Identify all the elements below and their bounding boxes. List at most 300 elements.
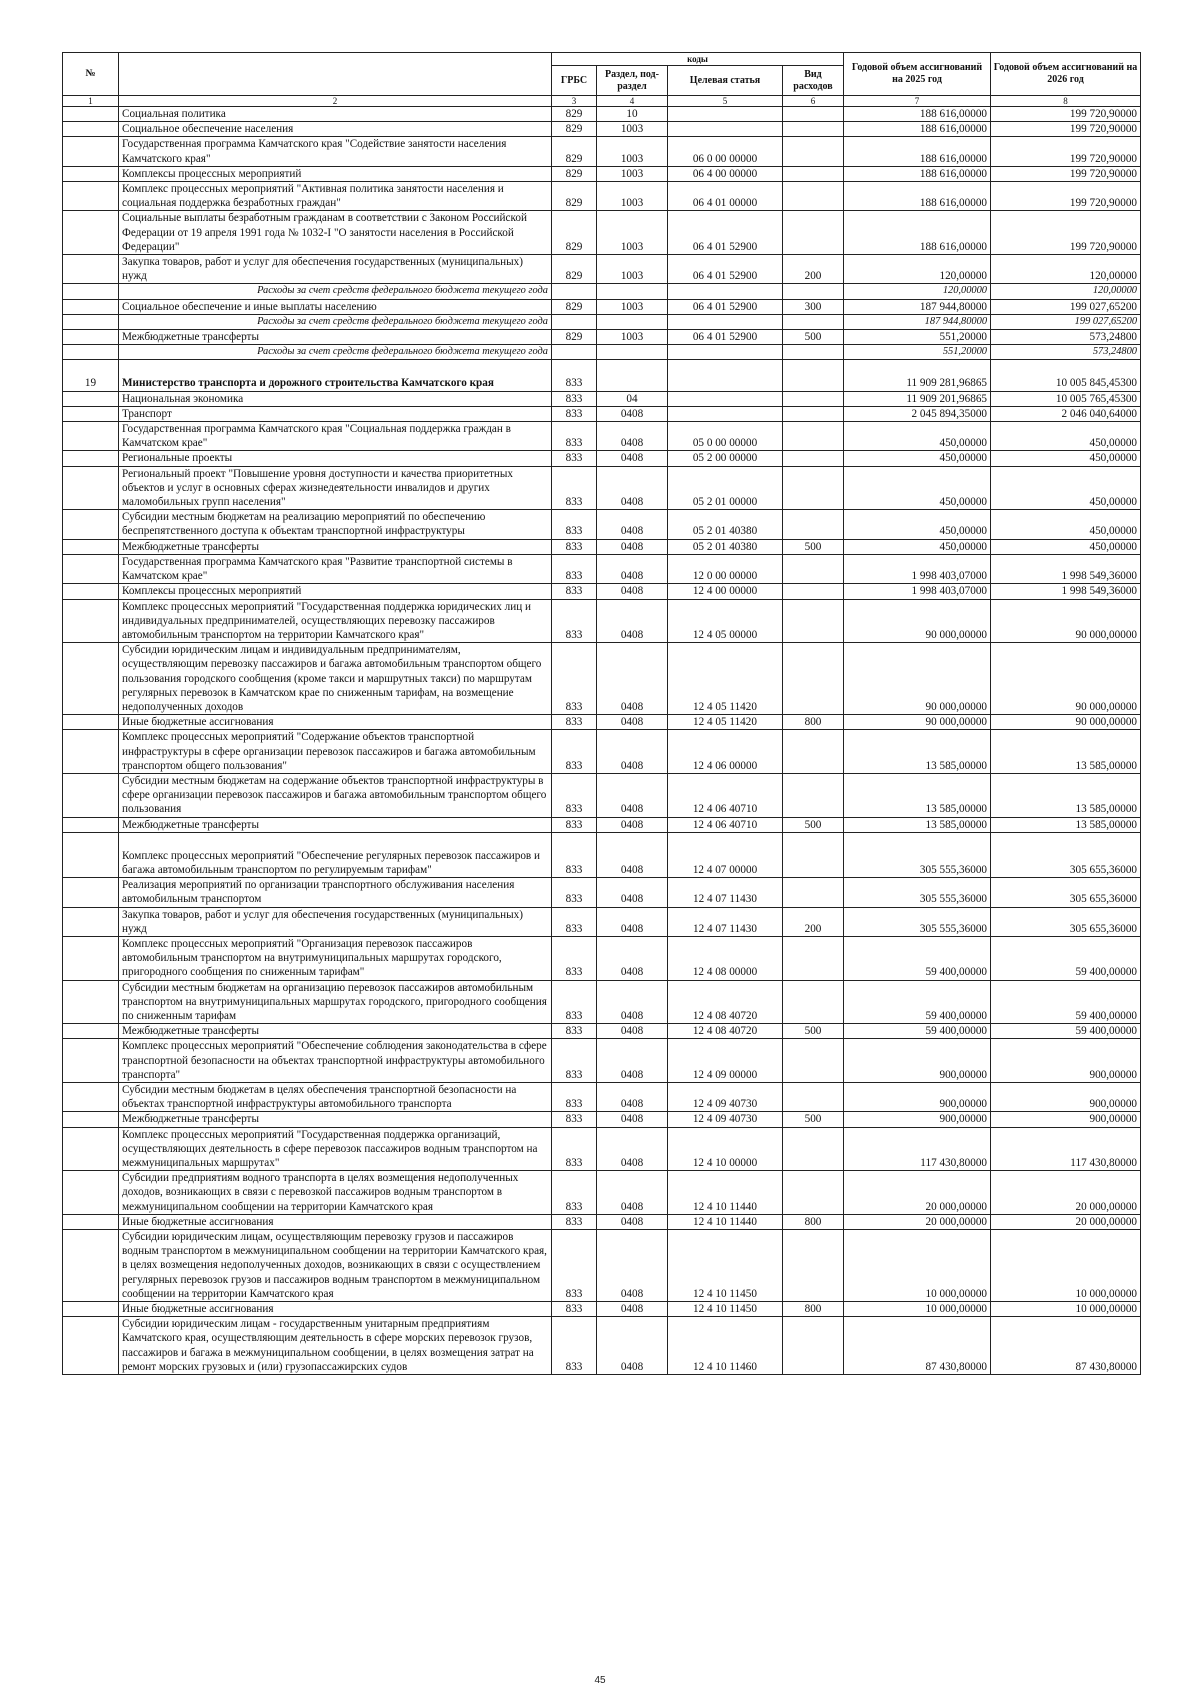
row-target-cell <box>668 107 783 122</box>
row-exp-type-cell <box>783 936 844 980</box>
row-vol-2026-cell: 199 720,90000 <box>991 137 1141 166</box>
row-number-cell <box>63 391 119 406</box>
table-row <box>63 1039 1141 1083</box>
row-exp-type-cell <box>783 451 844 466</box>
row-vol-2026-cell: 120,00000 <box>991 284 1141 299</box>
row-name-cell: Субсидии местным бюджетам на организацию перевозок пассажиров автомобильным транспортом на внутримуниципальных маршрутах городского, пригородного сообщения по сниженным тарифам <box>119 980 552 1024</box>
row-number-cell <box>63 466 119 510</box>
row-grbs-cell: 833 <box>552 406 597 421</box>
row-vol-2025-cell: 900,00000 <box>844 1112 991 1127</box>
row-number-cell <box>63 211 119 255</box>
header-colnum: 3 <box>552 96 597 107</box>
row-name-cell: Субсидии местным бюджетам на содержание объектов транспортной инфраструктуры в сфере организации перевозок пассажиров и багажа автомобильным транспортом общего пользования <box>119 773 552 817</box>
row-vol-2026-cell: 90 000,00000 <box>991 599 1141 643</box>
row-section-cell: 0408 <box>597 1230 668 1302</box>
row-section-cell <box>597 360 668 391</box>
row-number-cell <box>63 980 119 1024</box>
row-number-cell <box>63 1317 119 1375</box>
row-grbs-cell: 833 <box>552 451 597 466</box>
row-section-cell: 0408 <box>597 907 668 936</box>
row-vol-2026-cell: 2 046 040,64000 <box>991 406 1141 421</box>
row-number-cell <box>63 345 119 360</box>
table-row <box>63 599 1141 643</box>
row-section-cell: 0408 <box>597 643 668 715</box>
row-section-cell: 0408 <box>597 773 668 817</box>
row-section-cell: 0408 <box>597 730 668 774</box>
row-target-cell: 06 4 01 00000 <box>668 182 783 211</box>
row-target-cell: 12 4 07 11430 <box>668 907 783 936</box>
row-target-cell: 05 0 00 00000 <box>668 422 783 451</box>
row-vol-2026-cell: 900,00000 <box>991 1083 1141 1112</box>
row-vol-2026-cell: 59 400,00000 <box>991 936 1141 980</box>
row-number-cell <box>63 299 119 314</box>
table-row <box>63 730 1141 774</box>
table-row <box>63 980 1141 1024</box>
row-name-cell: Расходы за счет средств федерального бюджета текущего года <box>119 345 552 360</box>
header-name <box>119 53 552 96</box>
row-number-cell <box>63 1171 119 1215</box>
row-grbs-cell: 833 <box>552 643 597 715</box>
row-vol-2025-cell: 551,20000 <box>844 345 991 360</box>
row-grbs-cell: 833 <box>552 832 597 877</box>
row-name-cell: Иные бюджетные ассигнования <box>119 1302 552 1317</box>
row-vol-2025-cell: 305 555,36000 <box>844 907 991 936</box>
row-number-cell <box>63 314 119 329</box>
row-target-cell: 12 4 00 00000 <box>668 584 783 599</box>
table-row <box>63 715 1141 730</box>
row-section-cell: 1003 <box>597 255 668 284</box>
row-section-cell: 0408 <box>597 1112 668 1127</box>
row-grbs-cell: 829 <box>552 166 597 181</box>
row-vol-2025-cell: 59 400,00000 <box>844 980 991 1024</box>
row-name-cell: Региональные проекты <box>119 451 552 466</box>
row-name-cell: Закупка товаров, работ и услуг для обеспечения государственных (муниципальных) нужд <box>119 907 552 936</box>
row-number-cell <box>63 510 119 539</box>
row-target-cell <box>668 391 783 406</box>
row-name-cell: Комплекс процессных мероприятий "Обеспечение регулярных перевозок пассажиров и багажа автомобильным транспортом по регулируемым тарифам" <box>119 832 552 877</box>
row-exp-type-cell <box>783 1127 844 1171</box>
row-number-cell <box>63 451 119 466</box>
row-number-cell <box>63 773 119 817</box>
row-vol-2025-cell: 10 000,00000 <box>844 1302 991 1317</box>
row-grbs-cell: 833 <box>552 817 597 832</box>
row-vol-2025-cell: 305 555,36000 <box>844 878 991 907</box>
row-vol-2025-cell: 187 944,80000 <box>844 314 991 329</box>
row-vol-2025-cell: 188 616,00000 <box>844 122 991 137</box>
row-number-cell <box>63 643 119 715</box>
row-vol-2026-cell: 450,00000 <box>991 422 1141 451</box>
row-number-cell <box>63 554 119 583</box>
row-name-cell: Социальные выплаты безработным гражданам в соответствии с Законом Российской Федерации от 19 апреля 1991 года № 1032-I "О занятости населения в Российской Федерации" <box>119 211 552 255</box>
header-colnum: 4 <box>597 96 668 107</box>
row-name-cell: Комплекс процессных мероприятий "Содержание объектов транспортной инфраструктуры в сфере организации перевозок пассажиров и багажа автомобильным транспортом общего пользования" <box>119 730 552 774</box>
row-grbs-cell: 833 <box>552 1302 597 1317</box>
row-name-cell: Министерство транспорта и дорожного строительства Камчатского края <box>119 360 552 391</box>
row-vol-2026-cell: 199 027,65200 <box>991 314 1141 329</box>
row-vol-2026-cell: 10 005 765,45300 <box>991 391 1141 406</box>
row-vol-2025-cell: 450,00000 <box>844 539 991 554</box>
table-row-note <box>63 314 1141 329</box>
row-vol-2025-cell: 450,00000 <box>844 466 991 510</box>
row-section-cell: 0408 <box>597 832 668 877</box>
row-target-cell: 05 2 01 40380 <box>668 539 783 554</box>
row-section-cell: 0408 <box>597 1083 668 1112</box>
row-vol-2026-cell: 199 720,90000 <box>991 166 1141 181</box>
row-vol-2025-cell: 188 616,00000 <box>844 107 991 122</box>
row-vol-2026-cell: 10 000,00000 <box>991 1230 1141 1302</box>
row-vol-2025-cell: 120,00000 <box>844 284 991 299</box>
row-exp-type-cell <box>783 773 844 817</box>
row-exp-type-cell: 500 <box>783 539 844 554</box>
row-number-cell <box>63 1214 119 1229</box>
row-section-cell: 0408 <box>597 1214 668 1229</box>
table-row <box>63 137 1141 166</box>
row-target-cell: 12 4 06 00000 <box>668 730 783 774</box>
row-exp-type-cell: 800 <box>783 1302 844 1317</box>
table-row <box>63 1024 1141 1039</box>
table-row <box>63 936 1141 980</box>
row-grbs-cell: 829 <box>552 182 597 211</box>
row-name-cell: Межбюджетные трансферты <box>119 330 552 345</box>
row-name-cell: Субсидии юридическим лицам, осуществляющим перевозку грузов и пассажиров водным транспортом в межмуниципальном сообщении на территории Камчатского края, в целях возмещения недополученных доходов, возникающих в связи с осуществлением регулярных перевозок грузов и пассажиров водным транспортом в межмуниципальном сообщении на территории Камчатского края <box>119 1230 552 1302</box>
row-vol-2025-cell: 90 000,00000 <box>844 715 991 730</box>
row-target-cell: 12 4 05 11420 <box>668 715 783 730</box>
row-section-cell: 0408 <box>597 554 668 583</box>
row-section-cell: 0408 <box>597 715 668 730</box>
table-header <box>63 53 1141 107</box>
row-target-cell: 12 4 06 40710 <box>668 817 783 832</box>
row-grbs-cell <box>552 314 597 329</box>
row-exp-type-cell <box>783 422 844 451</box>
row-name-cell: Межбюджетные трансферты <box>119 539 552 554</box>
header-grbs: ГРБС <box>552 66 597 96</box>
row-target-cell: 05 2 01 40380 <box>668 510 783 539</box>
table-row <box>63 211 1141 255</box>
table-row <box>63 422 1141 451</box>
row-number-cell <box>63 137 119 166</box>
row-name-cell: Субсидии юридическим лицам - государственным унитарным предприятиям Камчатского края, осуществляющим деятельность в сфере морских перевозок грузов, пассажиров и багажа в межмуниципальном сообщении, в целях возмещения затрат на ремонт морских грузовых и (или) грузопассажирских судов <box>119 1317 552 1375</box>
row-target-cell: 06 4 00 00000 <box>668 166 783 181</box>
row-vol-2025-cell: 188 616,00000 <box>844 166 991 181</box>
table-row <box>63 554 1141 583</box>
row-section-cell: 0408 <box>597 451 668 466</box>
row-target-cell: 12 4 10 00000 <box>668 1127 783 1171</box>
table-row <box>63 391 1141 406</box>
row-target-cell: 12 4 10 11450 <box>668 1230 783 1302</box>
row-grbs-cell: 833 <box>552 1171 597 1215</box>
header-num: № <box>63 53 119 96</box>
row-section-cell: 1003 <box>597 166 668 181</box>
row-number-cell <box>63 1083 119 1112</box>
header-colnum: 1 <box>63 96 119 107</box>
row-vol-2025-cell: 90 000,00000 <box>844 599 991 643</box>
row-grbs-cell: 833 <box>552 466 597 510</box>
table-row <box>63 643 1141 715</box>
row-vol-2026-cell: 199 720,90000 <box>991 211 1141 255</box>
row-grbs-cell: 829 <box>552 330 597 345</box>
row-number-cell <box>63 166 119 181</box>
row-number-cell <box>63 878 119 907</box>
row-vol-2025-cell: 2 045 894,35000 <box>844 406 991 421</box>
row-exp-type-cell: 800 <box>783 715 844 730</box>
row-target-cell: 12 4 05 11420 <box>668 643 783 715</box>
row-target-cell: 12 4 07 11430 <box>668 878 783 907</box>
row-target-cell: 12 4 08 00000 <box>668 936 783 980</box>
row-exp-type-cell: 500 <box>783 817 844 832</box>
row-name-cell: Комплекс процессных мероприятий "Организация перевозок пассажиров автомобильным транспортом на внутримуниципальных маршрутах городского, пригородного сообщения по сниженным тарифам" <box>119 936 552 980</box>
row-name-cell: Субсидии местным бюджетам в целях обеспечения транспортной безопасности на объектах транспортной инфраструктуры автомобильного транспорта <box>119 1083 552 1112</box>
row-name-cell: Межбюджетные трансферты <box>119 1112 552 1127</box>
table-row-note <box>63 284 1141 299</box>
row-name-cell: Субсидии предприятиям водного транспорта в целях возмещения недополученных доходов, возникающих в связи с перевозкой пассажиров водным транспортом в межмуниципальном сообщении на территории Камчатского края <box>119 1171 552 1215</box>
row-target-cell: 05 2 01 00000 <box>668 466 783 510</box>
row-target-cell <box>668 314 783 329</box>
header-exp-type: Вид расходов <box>783 66 844 96</box>
row-grbs-cell: 833 <box>552 1317 597 1375</box>
row-section-cell: 0408 <box>597 1127 668 1171</box>
row-target-cell: 06 4 01 52900 <box>668 211 783 255</box>
row-vol-2026-cell: 90 000,00000 <box>991 715 1141 730</box>
row-exp-type-cell <box>783 137 844 166</box>
row-vol-2025-cell: 188 616,00000 <box>844 182 991 211</box>
row-name-cell: Расходы за счет средств федерального бюджета текущего года <box>119 314 552 329</box>
row-name-cell: Закупка товаров, работ и услуг для обеспечения государственных (муниципальных) нужд <box>119 255 552 284</box>
row-grbs-cell: 833 <box>552 539 597 554</box>
row-section-cell: 0408 <box>597 422 668 451</box>
row-section-cell: 0408 <box>597 878 668 907</box>
row-section-cell: 0408 <box>597 1317 668 1375</box>
row-grbs-cell: 833 <box>552 1127 597 1171</box>
row-exp-type-cell: 500 <box>783 330 844 345</box>
row-vol-2026-cell: 13 585,00000 <box>991 817 1141 832</box>
row-vol-2026-cell: 305 655,36000 <box>991 907 1141 936</box>
row-number-cell <box>63 122 119 137</box>
row-exp-type-cell <box>783 584 844 599</box>
row-vol-2026-cell: 59 400,00000 <box>991 1024 1141 1039</box>
row-vol-2026-cell: 450,00000 <box>991 466 1141 510</box>
row-exp-type-cell <box>783 314 844 329</box>
row-section-cell: 0408 <box>597 510 668 539</box>
table-row <box>63 466 1141 510</box>
header-vol-2026: Годовой объем ассигнований на 2026 год <box>991 53 1141 96</box>
row-grbs-cell: 829 <box>552 255 597 284</box>
row-target-cell: 06 4 01 52900 <box>668 330 783 345</box>
row-grbs-cell: 833 <box>552 1083 597 1112</box>
row-target-cell: 12 4 09 40730 <box>668 1112 783 1127</box>
row-grbs-cell: 833 <box>552 1214 597 1229</box>
row-vol-2026-cell: 1 998 549,36000 <box>991 584 1141 599</box>
row-grbs-cell: 829 <box>552 211 597 255</box>
row-exp-type-cell <box>783 1230 844 1302</box>
table-row <box>63 878 1141 907</box>
row-name-cell: Национальная экономика <box>119 391 552 406</box>
row-name-cell: Социальное обеспечение населения <box>119 122 552 137</box>
row-exp-type-cell <box>783 1317 844 1375</box>
row-section-cell: 0408 <box>597 584 668 599</box>
row-exp-type-cell <box>783 122 844 137</box>
row-vol-2026-cell: 199 720,90000 <box>991 182 1141 211</box>
row-exp-type-cell <box>783 211 844 255</box>
row-exp-type-cell <box>783 599 844 643</box>
row-vol-2026-cell: 305 655,36000 <box>991 832 1141 877</box>
row-target-cell: 12 4 06 40710 <box>668 773 783 817</box>
row-target-cell: 12 4 09 40730 <box>668 1083 783 1112</box>
row-exp-type-cell <box>783 360 844 391</box>
row-vol-2025-cell: 900,00000 <box>844 1039 991 1083</box>
row-section-cell <box>597 345 668 360</box>
header-colnum: 7 <box>844 96 991 107</box>
row-grbs-cell: 829 <box>552 299 597 314</box>
row-grbs-cell: 833 <box>552 1230 597 1302</box>
table-row <box>63 510 1141 539</box>
row-exp-type-cell <box>783 730 844 774</box>
header-target: Целевая статья <box>668 66 783 96</box>
row-number-cell <box>63 1230 119 1302</box>
table-row <box>63 817 1141 832</box>
row-vol-2026-cell: 87 430,80000 <box>991 1317 1141 1375</box>
row-exp-type-cell <box>783 878 844 907</box>
row-target-cell <box>668 284 783 299</box>
header-colnum: 5 <box>668 96 783 107</box>
row-name-cell: Государственная программа Камчатского края "Содействие занятости населения Камчатского края" <box>119 137 552 166</box>
row-section-cell <box>597 284 668 299</box>
row-grbs-cell: 833 <box>552 1024 597 1039</box>
row-exp-type-cell <box>783 1171 844 1215</box>
row-section-cell: 1003 <box>597 330 668 345</box>
row-vol-2025-cell: 450,00000 <box>844 510 991 539</box>
table-row <box>63 451 1141 466</box>
row-grbs-cell: 829 <box>552 122 597 137</box>
row-number-cell <box>63 832 119 877</box>
table-row <box>63 1171 1141 1215</box>
row-name-cell: Комплекс процессных мероприятий "Активная политика занятости населения и социальная поддержка безработных граждан" <box>119 182 552 211</box>
row-name-cell: Комплексы процессных мероприятий <box>119 166 552 181</box>
row-vol-2025-cell: 13 585,00000 <box>844 730 991 774</box>
row-vol-2026-cell: 900,00000 <box>991 1112 1141 1127</box>
row-vol-2026-cell: 59 400,00000 <box>991 980 1141 1024</box>
row-vol-2026-cell: 117 430,80000 <box>991 1127 1141 1171</box>
row-exp-type-cell <box>783 980 844 1024</box>
row-target-cell: 12 0 00 00000 <box>668 554 783 583</box>
row-target-cell: 05 2 00 00000 <box>668 451 783 466</box>
row-exp-type-cell <box>783 391 844 406</box>
header-colnum: 6 <box>783 96 844 107</box>
row-vol-2026-cell: 13 585,00000 <box>991 730 1141 774</box>
row-vol-2025-cell: 20 000,00000 <box>844 1171 991 1215</box>
row-grbs-cell: 833 <box>552 773 597 817</box>
row-vol-2025-cell: 90 000,00000 <box>844 643 991 715</box>
row-exp-type-cell <box>783 284 844 299</box>
row-number-cell <box>63 599 119 643</box>
row-grbs-cell: 833 <box>552 936 597 980</box>
row-name-cell: Иные бюджетные ассигнования <box>119 715 552 730</box>
row-number-cell <box>63 182 119 211</box>
table-row <box>63 360 1141 391</box>
table-row <box>63 1214 1141 1229</box>
row-section-cell: 1003 <box>597 299 668 314</box>
row-number-cell: 19 <box>63 360 119 391</box>
row-vol-2026-cell: 20 000,00000 <box>991 1214 1141 1229</box>
row-exp-type-cell: 200 <box>783 907 844 936</box>
row-name-cell: Региональный проект "Повышение уровня доступности и качества приоритетных объектов и услуг в основных сферах жизнедеятельности инвалидов и других маломобильных групп населения" <box>119 466 552 510</box>
row-target-cell <box>668 406 783 421</box>
row-section-cell: 0408 <box>597 1039 668 1083</box>
row-grbs-cell: 833 <box>552 584 597 599</box>
table-row-note <box>63 345 1141 360</box>
row-exp-type-cell <box>783 107 844 122</box>
row-vol-2026-cell: 450,00000 <box>991 539 1141 554</box>
row-name-cell: Расходы за счет средств федерального бюджета текущего года <box>119 284 552 299</box>
row-vol-2026-cell: 10 005 845,45300 <box>991 360 1141 391</box>
row-vol-2026-cell: 90 000,00000 <box>991 643 1141 715</box>
row-vol-2026-cell: 305 655,36000 <box>991 878 1141 907</box>
row-number-cell <box>63 715 119 730</box>
row-exp-type-cell <box>783 345 844 360</box>
row-section-cell: 1003 <box>597 211 668 255</box>
row-vol-2025-cell: 59 400,00000 <box>844 1024 991 1039</box>
row-name-cell: Реализация мероприятий по организации транспортного обслуживания населения автомобильным транспортом <box>119 878 552 907</box>
row-grbs-cell <box>552 284 597 299</box>
row-vol-2026-cell: 1 998 549,36000 <box>991 554 1141 583</box>
table-row <box>63 166 1141 181</box>
row-vol-2025-cell: 900,00000 <box>844 1083 991 1112</box>
row-vol-2026-cell: 199 027,65200 <box>991 299 1141 314</box>
row-vol-2025-cell: 87 430,80000 <box>844 1317 991 1375</box>
row-section-cell: 0408 <box>597 817 668 832</box>
header-colnum: 2 <box>119 96 552 107</box>
table-row <box>63 107 1141 122</box>
row-section-cell: 0408 <box>597 980 668 1024</box>
row-number-cell <box>63 284 119 299</box>
row-number-cell <box>63 539 119 554</box>
row-target-cell: 12 4 10 11460 <box>668 1317 783 1375</box>
row-grbs-cell: 833 <box>552 907 597 936</box>
row-section-cell: 0408 <box>597 539 668 554</box>
row-grbs-cell: 833 <box>552 391 597 406</box>
row-section-cell: 04 <box>597 391 668 406</box>
row-number-cell <box>63 584 119 599</box>
budget-table <box>62 52 1141 1375</box>
row-target-cell <box>668 360 783 391</box>
row-vol-2026-cell: 573,24800 <box>991 330 1141 345</box>
row-vol-2026-cell: 199 720,90000 <box>991 107 1141 122</box>
row-number-cell <box>63 406 119 421</box>
row-name-cell: Иные бюджетные ассигнования <box>119 1214 552 1229</box>
row-section-cell: 0408 <box>597 1171 668 1215</box>
row-number-cell <box>63 107 119 122</box>
row-target-cell: 12 4 10 11440 <box>668 1214 783 1229</box>
row-number-cell <box>63 330 119 345</box>
table-row <box>63 1302 1141 1317</box>
row-section-cell: 0408 <box>597 599 668 643</box>
row-name-cell: Государственная программа Камчатского края "Развитие транспортной системы в Камчатском крае" <box>119 554 552 583</box>
row-number-cell <box>63 422 119 451</box>
row-vol-2025-cell: 551,20000 <box>844 330 991 345</box>
row-vol-2025-cell: 59 400,00000 <box>844 936 991 980</box>
table-row <box>63 773 1141 817</box>
row-grbs-cell: 829 <box>552 107 597 122</box>
row-target-cell <box>668 345 783 360</box>
row-exp-type-cell: 800 <box>783 1214 844 1229</box>
row-grbs-cell: 833 <box>552 1112 597 1127</box>
row-target-cell: 06 0 00 00000 <box>668 137 783 166</box>
row-target-cell: 12 4 08 40720 <box>668 980 783 1024</box>
row-target-cell: 12 4 10 11440 <box>668 1171 783 1215</box>
row-exp-type-cell <box>783 643 844 715</box>
row-vol-2026-cell: 199 720,90000 <box>991 122 1141 137</box>
row-section-cell: 1003 <box>597 122 668 137</box>
row-target-cell: 12 4 08 40720 <box>668 1024 783 1039</box>
